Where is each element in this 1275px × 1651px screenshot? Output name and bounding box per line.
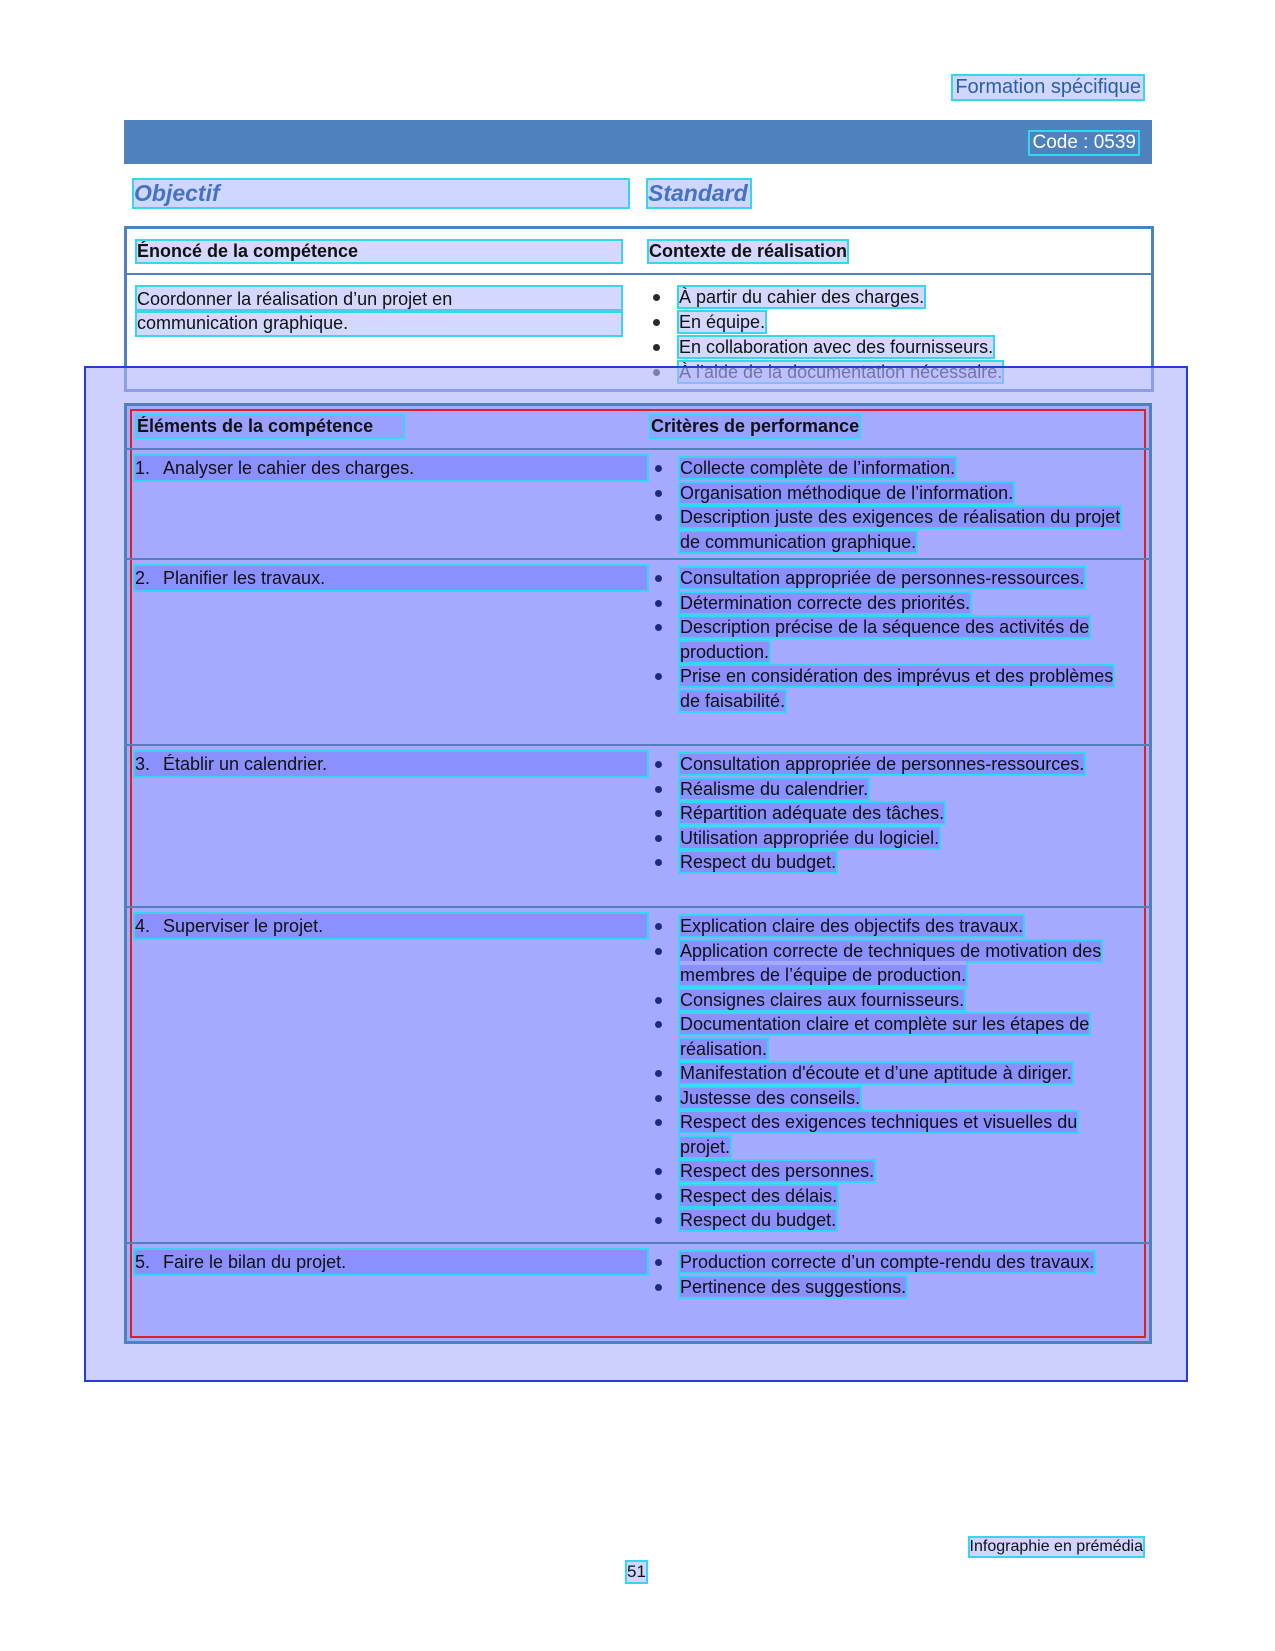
bullet-icon [655, 673, 662, 680]
list-item: Respect du budget. [651, 1208, 1131, 1233]
list-item: Explication claire des objectifs des travaux. [651, 914, 1131, 939]
list-item: Prise en considération des imprévus et des problèmes de faisabilité. [651, 664, 1131, 713]
bullet-icon [653, 319, 660, 326]
criteria-list [651, 752, 1131, 875]
context-header: Contexte de réalisation [649, 241, 848, 261]
bullet-icon [655, 1168, 662, 1175]
bullet-icon [655, 575, 662, 582]
bullet-icon [653, 344, 660, 351]
element-label: 1. Analyser le cahier des charges. [135, 456, 647, 480]
bullet-icon [655, 859, 662, 866]
bullet-icon [655, 465, 662, 472]
bullet-icon [655, 490, 662, 497]
list-item: En collaboration avec des fournisseurs. [649, 335, 1129, 360]
bullet-icon [655, 835, 662, 842]
list-item: Détermination correcte des priorités. [651, 591, 1131, 616]
header-divider [127, 273, 1151, 275]
bullet-icon [655, 1070, 662, 1077]
list-item: Organisation méthodique de l’information. [651, 481, 1131, 506]
code-banner [124, 120, 1152, 164]
list-item: Utilisation appropriée du logiciel. [651, 826, 1131, 851]
bullet-icon [655, 624, 662, 631]
element-label: 3. Établir un calendrier. [135, 752, 647, 776]
list-item: Respect des exigences techniques et visuelles du projet. [651, 1110, 1131, 1159]
program-label: Formation spécifique [955, 76, 1141, 98]
list-item: Respect du budget. [651, 850, 1131, 875]
statement-line: Coordonner la réalisation d’un projet en [137, 287, 621, 311]
criteria-list [651, 1250, 1131, 1299]
footer-program-label: Infographie en prémédia [969, 1538, 1143, 1555]
bullet-icon [655, 923, 662, 930]
element-label: 4. Superviser le projet. [135, 914, 647, 938]
criteria-header: Critères de performance [651, 416, 860, 436]
competence-statement [137, 287, 621, 335]
bullet-icon [655, 997, 662, 1004]
bullet-icon [655, 1193, 662, 1200]
bullet-icon [655, 1259, 662, 1266]
list-item: Consignes claires aux fournisseurs. [651, 988, 1131, 1013]
bullet-icon [655, 600, 662, 607]
criteria-list [651, 456, 1131, 554]
element-label: 2. Planifier les travaux. [135, 566, 647, 590]
bullet-icon [655, 1095, 662, 1102]
list-item: Respect des personnes. [651, 1159, 1131, 1184]
list-item: Consultation appropriée de personnes-ressources. [651, 752, 1131, 777]
list-item: Collecte complète de l’information. [651, 456, 1131, 481]
statement-line: communication graphique. [137, 311, 621, 335]
table-row [127, 744, 1149, 908]
bullet-icon [655, 1021, 662, 1028]
criteria-list [651, 914, 1131, 1233]
list-item: Pertinence des suggestions. [651, 1275, 1131, 1300]
standard-heading: Standard [648, 180, 748, 206]
list-item: Description juste des exigences de réalisation du projet de communication graphique. [651, 505, 1131, 554]
list-item: Justesse des conseils. [651, 1086, 1131, 1111]
list-item: En équipe. [649, 310, 1129, 335]
competency-code: Code : 0539 [1032, 132, 1136, 153]
table-row [127, 448, 1149, 560]
bullet-icon [655, 1217, 662, 1224]
table-row [127, 558, 1149, 746]
bullet-icon [655, 761, 662, 768]
bullet-icon [655, 810, 662, 817]
criteria-list [651, 566, 1131, 713]
bullet-icon [655, 1119, 662, 1126]
page-number: 51 [627, 1562, 646, 1581]
list-item: Respect des délais. [651, 1184, 1131, 1209]
bullet-icon [653, 294, 660, 301]
list-item: À partir du cahier des charges. [649, 285, 1129, 310]
list-item: Documentation claire et complète sur les étapes de réalisation. [651, 1012, 1131, 1061]
list-item: Manifestation d'écoute et d’une aptitude à diriger. [651, 1061, 1131, 1086]
element-label: 5. Faire le bilan du projet. [135, 1250, 647, 1274]
bullet-icon [655, 514, 662, 521]
elements-header: Éléments de la compétence [137, 416, 403, 437]
list-item: Application correcte de techniques de motivation des membres de l’équipe de production. [651, 939, 1131, 988]
objectif-heading: Objectif [134, 180, 628, 207]
table-row [127, 906, 1149, 1244]
statement-header: Énoncé de la compétence [137, 241, 621, 262]
list-item: Production correcte d’un compte-rendu des travaux. [651, 1250, 1131, 1275]
table-row [127, 1242, 1149, 1340]
list-item: Réalisme du calendrier. [651, 777, 1131, 802]
list-item: Répartition adéquate des tâches. [651, 801, 1131, 826]
bullet-icon [655, 1284, 662, 1291]
list-item: Consultation appropriée de personnes-ressources. [651, 566, 1131, 591]
bullet-icon [655, 786, 662, 793]
bullet-icon [655, 948, 662, 955]
elements-criteria-table [124, 403, 1152, 1344]
list-item: Description précise de la séquence des activités de production. [651, 615, 1131, 664]
